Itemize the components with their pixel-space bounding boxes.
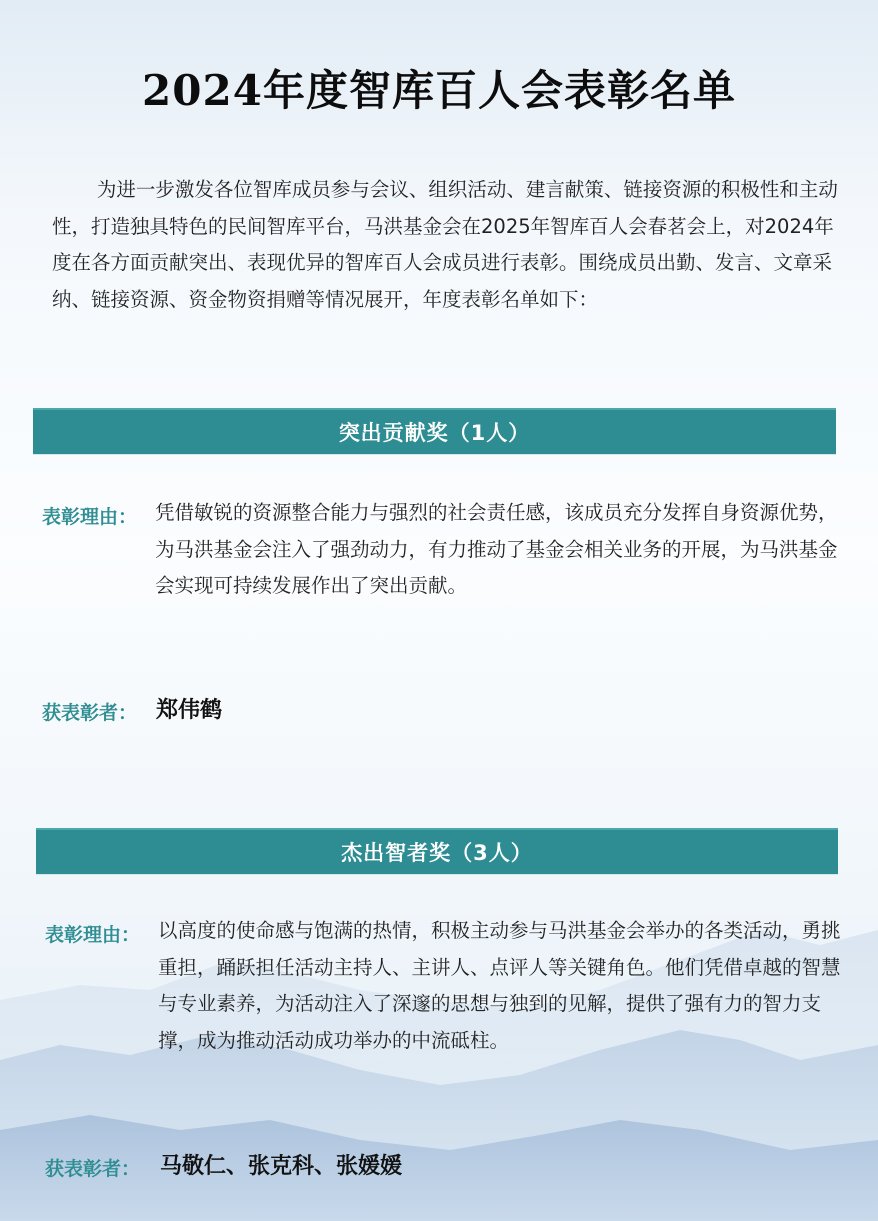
awardee-names: 马敬仁、张克科、张媛媛	[160, 1154, 403, 1179]
awardee-label: 获表彰者：	[42, 702, 138, 724]
reason-label: 表彰理由：	[45, 924, 141, 946]
reason-label: 表彰理由：	[42, 506, 138, 528]
awardee-names: 郑伟鹤	[156, 698, 223, 723]
section-heading-outstanding-contribution: 突出贡献奖（1人）	[33, 408, 836, 454]
page-title: 2024年度智库百人会表彰名单	[142, 66, 736, 115]
section-heading-distinguished-thinker: 杰出智者奖（3人）	[36, 828, 838, 874]
awardee-label: 获表彰者：	[45, 1158, 141, 1180]
reason-text: 以高度的使命感与饱满的热情，积极主动参与马洪基金会举办的各类活动，勇挑重担，踊跃担任活动主持人、主讲人、点评人等关键角色。他们凭借卓越的智慧与专业素养，为活动注入了深邃的思想与独到的见解，提供了强有力的智力支撑，成为推动活动成功举办的中流砥柱。	[158, 919, 841, 1052]
reason-text: 凭借敏锐的资源整合能力与强烈的社会责任感，该成员充分发挥自身资源优势，为马洪基金会注入了强劲动力，有力推动了基金会相关业务的开展，为马洪基金会实现可持续发展作出了突出贡献。	[155, 501, 838, 597]
intro-paragraph: 为进一步激发各位智库成员参与会议、组织活动、建言献策、链接资源的积极性和主动性，打造独具特色的民间智库平台，马洪基金会在2025年智库百人会春茗会上，对2024年度在各方面贡献突出、表现优异的智库百人会成员进行表彰。围绕成员出勤、发言、文章采纳、链接资源、资金物资捐赠等情况展开，年度表彰名单如下：	[52, 178, 838, 311]
